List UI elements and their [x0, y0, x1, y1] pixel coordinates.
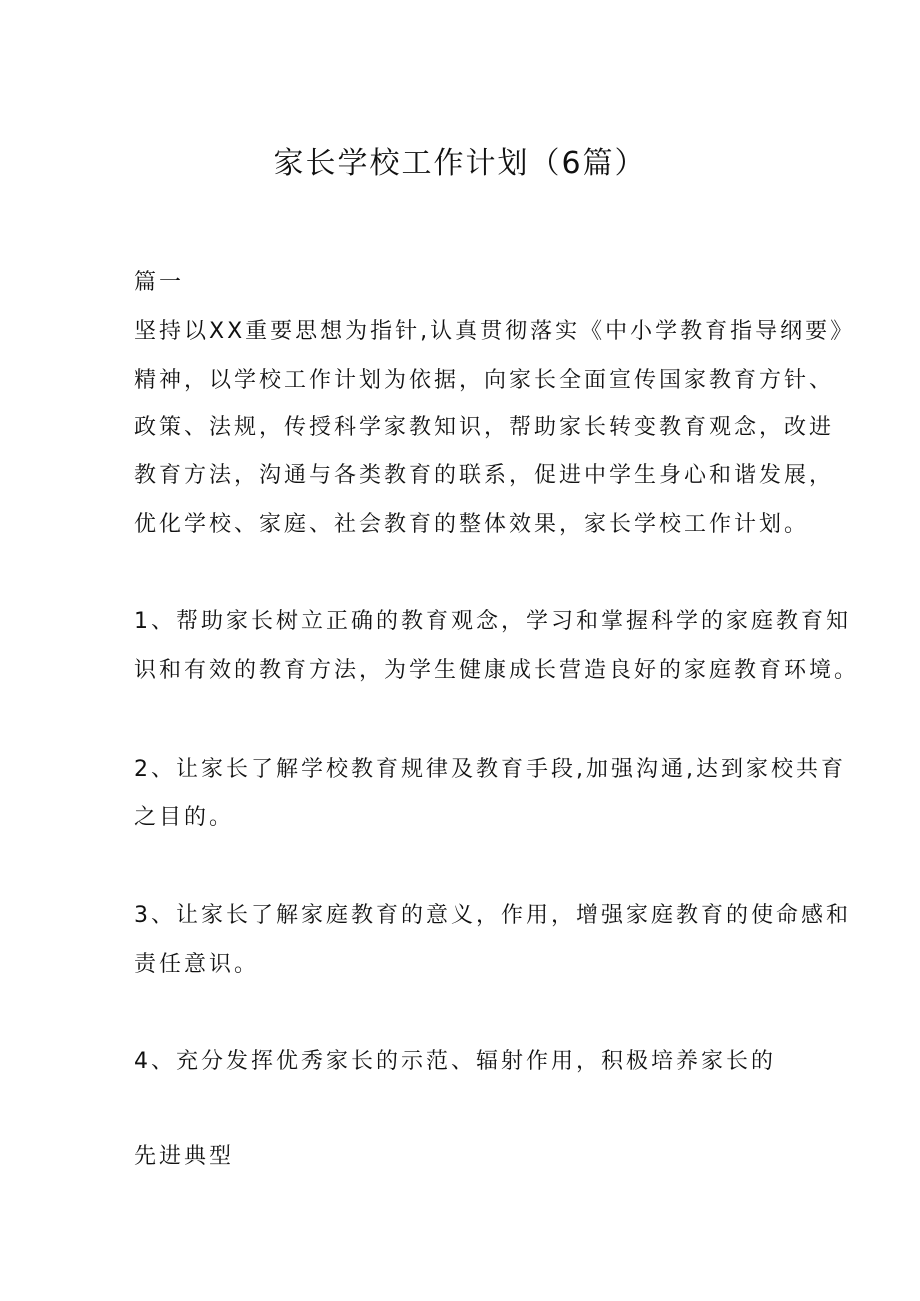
last-line: 先进典型 [134, 1144, 235, 1169]
item-2-line-2: 之目的。 [134, 805, 235, 830]
item-3-line-1: 3、让家长了解家庭教育的意义，作用，增强家庭教育的使命感和 [134, 903, 851, 928]
item-2-line-1: 2、让家长了解学校教育规律及教育手段,加强沟通,达到家校共育 [134, 757, 846, 782]
intro-line-2: 精神，以学校工作计划为依据，向家长全面宣传国家教育方针、 [134, 368, 835, 393]
intro-line-1: 坚持以XX重要思想为指针,认真贯彻落实《中小学教育指导纲要》 [134, 319, 856, 344]
intro-line-3: 政策、法规，传授科学家教知识，帮助家长转变教育观念，改进 [134, 415, 835, 440]
document-title: 家长学校工作计划（6篇） [273, 146, 647, 181]
item-1-line-2: 识和有效的教育方法，为学生健康成长营造良好的家庭教育环境。 [134, 658, 860, 683]
section-label: 篇一 [134, 270, 185, 295]
item-1-line-1: 1、帮助家长树立正确的教育观念，学习和掌握科学的家庭教育知 [134, 609, 851, 634]
item-4-line: 4、充分发挥优秀家长的示范、辐射作用，积极培养家长的 [134, 1049, 776, 1074]
intro-line-4: 教育方法，沟通与各类教育的联系，促进中学生身心和谐发展， [134, 463, 835, 488]
item-3-line-2: 责任意识。 [134, 952, 260, 977]
intro-line-5: 优化学校、家庭、社会教育的整体效果，家长学校工作计划。 [134, 512, 810, 537]
